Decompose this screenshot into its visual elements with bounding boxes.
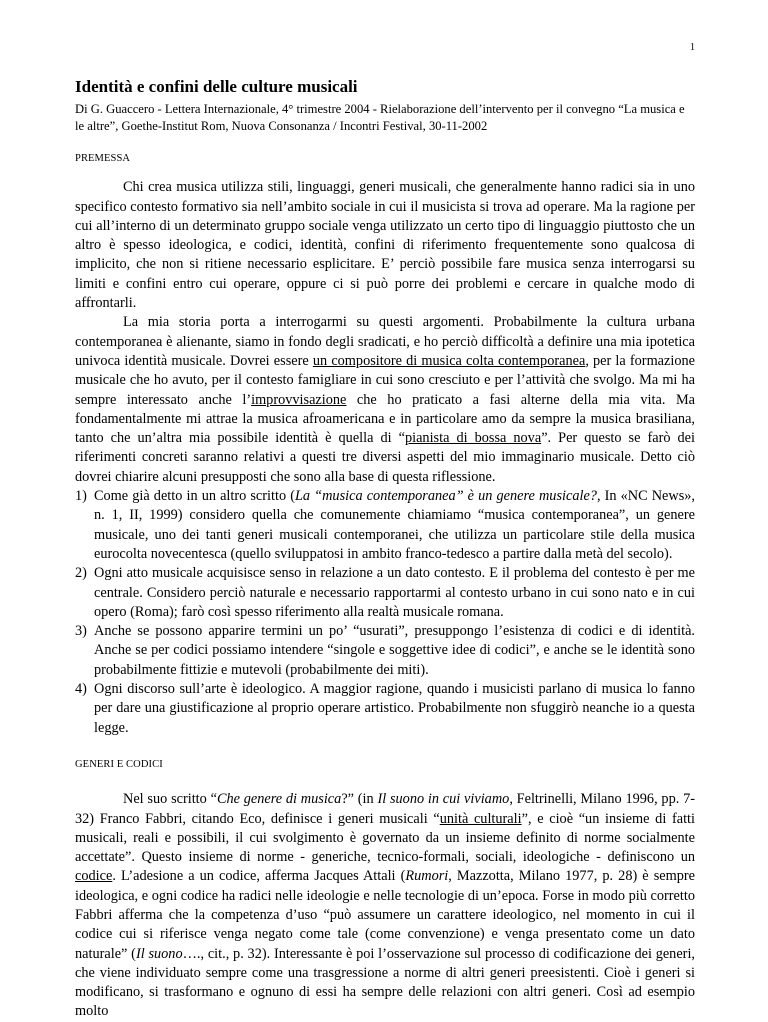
underlined-term: un compositore di musica colta contemporanea [312,352,586,369]
document-body [75,77,695,1022]
list-item-number: 3) [75,623,87,640]
text-run: Come già detto in un altro scritto ( [94,488,295,505]
list-item-number: 2) [75,565,87,582]
text-run: . L’adesione a un codice, afferma Jacques Attali ( [112,868,406,885]
list-item-text: Ogni discorso sull’arte è ideologico. A maggior ragione, quando i musicisti parlano di musica lo fanno per dare una giustificazione al proprio operare artistico. Probabilmente non sfuggirò neanche io a questa legge. [94,681,695,736]
page-number: 1 [690,42,695,53]
text-run: …., cit., p. 32). Interessante è poi l’osservazione sul processo di codificazione dei generi, che viene individuato sempre come una trasgressione a norme di altri generi preesistenti. Cioè i generi si modificano, si trasformano e ognuno di essi ha sempre delle relazioni con altri generi. Così ad esempio molto [75,945,695,1020]
italic-title: Il suono [135,945,183,962]
list-item-text: Ogni atto musicale acquisisce senso in relazione a un dato contesto. E il problema del contesto è per me centrale. Considero perciò naturale e necessario rapportarmi al contesto urbano in cui sono nato e in cui opero (Roma); farò così spesso riferimento alla realtà musicale romana. [94,565,695,620]
italic-title: Il suono in cui viviamo [377,791,510,808]
text-run: che ho praticato a fasi alterne della mia vita. Ma fondamentalmente mi attrae la musica afroamericana e in particolare amo da sempre la musica brasiliana, tanto che un’altra mia possibile identità è quella di “ [75,391,696,447]
list-item-number: 1) [75,488,87,505]
text-run: ”. Per questo se farò dei riferimenti concreti saranno relativi a questi tre diversi aspetti del mio immaginario musicale. Detto ciò dovrei chiarire alcuni presupposti che sono alla base di questa riflessione. [75,430,695,485]
list-item [75,622,695,680]
underlined-term: improvvisazione [251,391,347,408]
italic-title: Rumori [405,868,449,885]
list-item [75,680,695,738]
text-run: , Feltrinelli, Milano 1996, pp. 7-32) Franco Fabbri, citando Eco, definisce i generi musicali “ [75,791,695,827]
premises-list [75,487,695,738]
text-run: Nel suo scritto “ [123,791,217,808]
document-byline: Di G. Guaccero - Lettera Internazionale, 4° trimestre 2004 - Rielaborazione dell’intervento per il convegno “La musica e le altre”, Goethe-Institut Rom, Nuova Consonanza / Incontri Festival, 30-11-2002 [75,102,685,133]
underlined-term: unità culturali [439,810,522,827]
list-item-text: Anche se possono apparire termini un po’ “usurati”, presuppongo l’esistenza di codici e di identità. Anche se per codici possiamo intendere “singole e soggettive idee di codici”, e anche se le identità sono probabilmente fittizie e mutevoli (probabilmente dei miti). [94,623,695,678]
italic-title: La “musica contemporanea” è un genere musicale? [294,488,597,505]
list-item-number: 4) [75,681,87,698]
italic-title: Che genere di musica [216,791,342,808]
text-run: , per la formazione musicale che ho avuto, per il contesto famigliare in cui sono cresciuto e per l’attività che svolgo. Ma mi ha sempre interessato anche l’ [75,352,695,408]
document-title: Identità e confini delle culture musicali [75,77,358,96]
text-run: , In «NC News», n. 1, II, 1999) considero quella che comunemente chiamiamo “musica contemporanea”, un genere musicale, uno dei tanti generi musicali contemporanei, che utilizza un particolare stile della musica eurocolta novecentesca (quello sviluppatosi in ambito franco-tedesco a partire dalla metà del secolo). [94,488,696,562]
section-heading-generi: GENERI E CODICI [75,758,163,770]
text-run: ?” (in [341,791,378,808]
underlined-term: pianista di bossa nova [404,430,542,447]
list-item [75,487,695,564]
text-run: La mia storia porta a interrogarmi su questi argomenti. Probabilmente la cultura urbana contemporanea è alienante, siamo in fondo degli sradicati, e ho perciò difficoltà a definire una mia ipotetica univoca identità musicale. Dovrei essere [75,314,695,369]
list-item [75,564,695,622]
paragraph-identity [75,313,695,487]
text-run: , Mazzotta, Milano 1977, p. 28) è sempre ideologica, e ogni codice ha radici nelle ideologie e nelle tecnologie di un’epoca. Forse in modo più corretto Fabbri afferma che la competenza d’uso “può assumere un carattere ideologico, nel momento in cui il codice cui si riferisce venga negato come tale (come convenzione) e venga presentato come un dato naturale” ( [75,868,696,962]
paragraph-genres [75,790,695,1022]
text-run: ”, e cioè “un insieme di fatti musicali, reali e possibili, il cui svolgimento è governato da un insieme definito di norme socialmente accettate”. Questo insieme di norme - generiche, tecnico-formali, sociali, ideologiche - definiscono un [75,810,695,866]
paragraph-intro: Chi crea musica utilizza stili, linguaggi, generi musicali, che generalmente hanno radici sia in uno specifico contesto formativo sia nell’ambito sociale in cui il musicista si trova ad operare. Ma la ragione per cui all’interno di un determinato gruppo sociale venga utilizzato un certo tipo di linguaggio piuttosto che un altro è spesso ideologica, e codici, identità, confini di riferimento frequentemente sono qualcosa di implicito, che non si ritiene necessario esplicitare. E’ perciò possibile fare musica senza interrogarsi su limiti e confini entro cui operare, oppure ci si può porre dei problemi e cercare in qualche modo di affrontarli. [75,179,695,312]
underlined-term: codice [75,868,113,885]
section-heading-premessa: PREMESSA [75,153,131,164]
